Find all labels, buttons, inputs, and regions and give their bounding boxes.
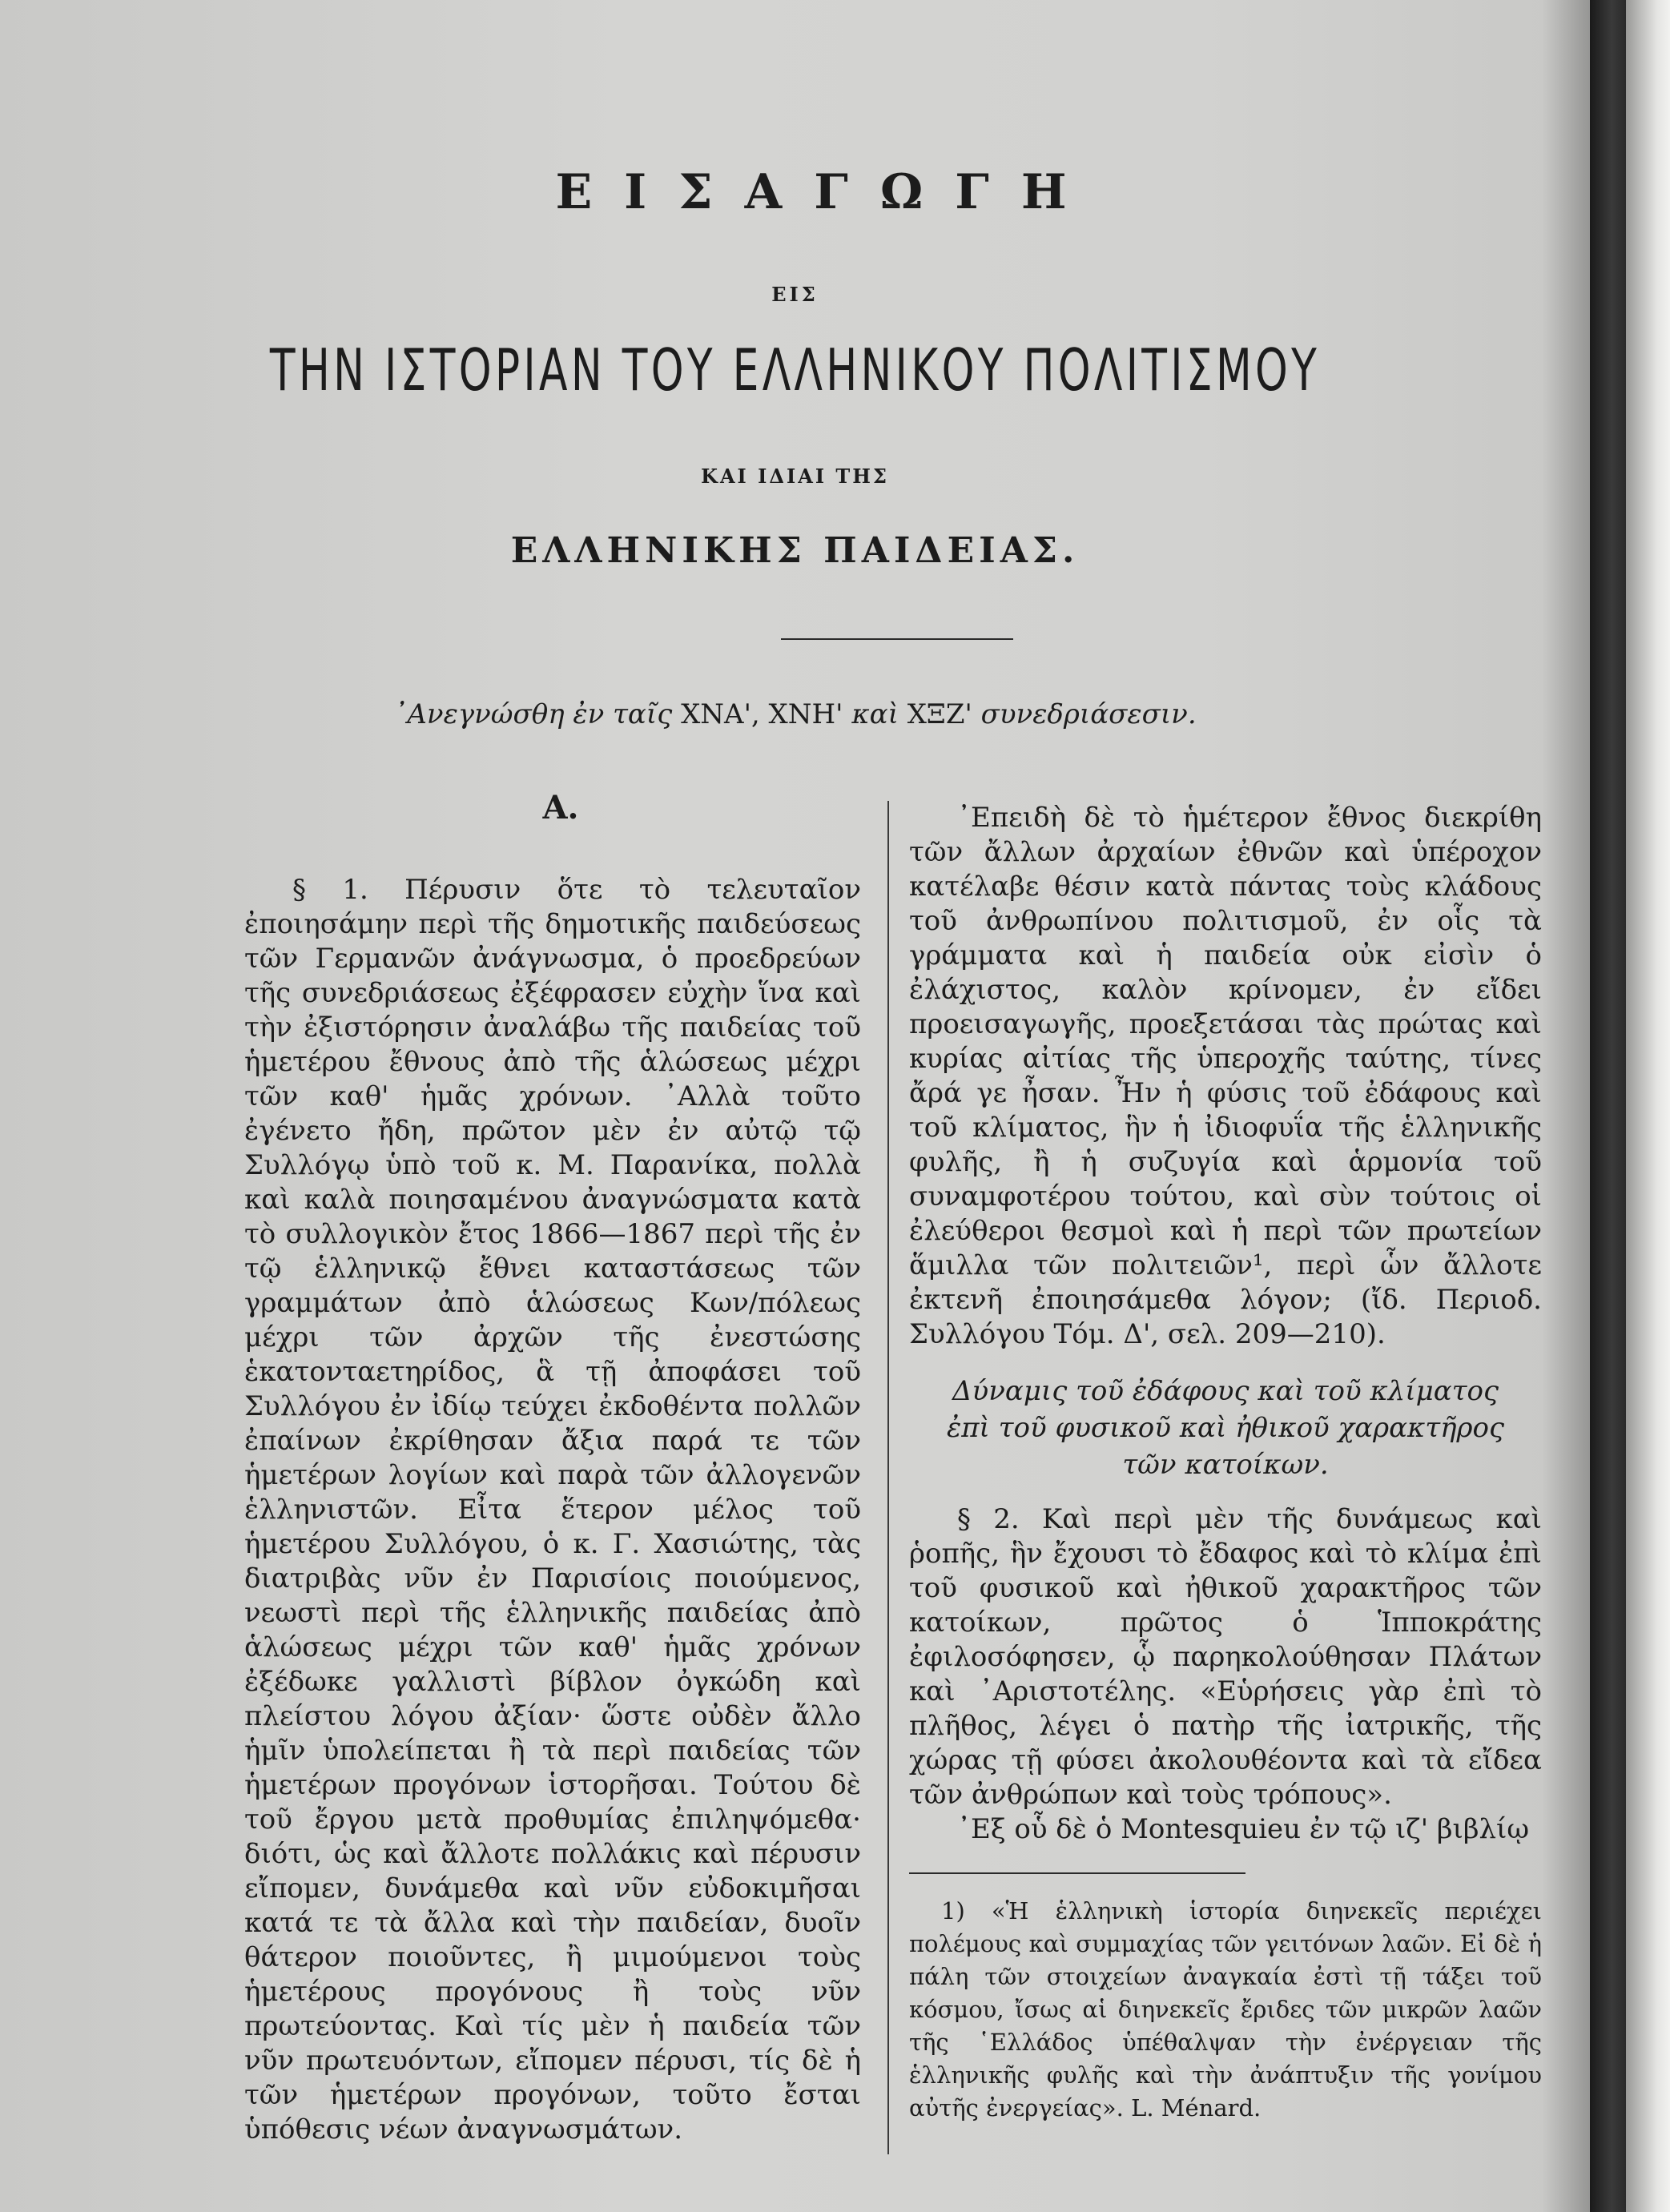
book-spine xyxy=(1590,0,1626,2212)
paragraph-2: § 2. Καὶ περὶ μὲν τῆς δυνάμεως καὶ ῥοπῆς, ἣν ἔχουσι τὸ ἔδαφος καὶ τὸ κλίμα ἐπὶ τοῦ φυσικοῦ καὶ ἠθικοῦ χαρακτῆρος τῶν κατοίκων, πρῶτος ὁ Ἱπποκράτης ἐφιλοσόφησεν, ᾧ παρηκολούθησαν Πλάτων καὶ ᾿Αριστοτέλης. «Εὑρήσεις γὰρ ἐπὶ τὸ πλῆθος, λέγει ὁ πατὴρ τῆς ἰατρικῆς, τῆς χώρας τῇ φύσει ἀκολουθέοντα καὶ τὰ εἴδεα τῶν ἀνθρώπων καὶ τοὺς τρόπους». xyxy=(909,1503,1542,1811)
read-note-pre: ᾿Ανεγνώσθη ἐν ταῖς xyxy=(393,698,673,730)
read-note-roman2: ΧΞΖ' xyxy=(907,698,972,730)
page-edge xyxy=(1626,0,1670,2212)
subheading: Δύναμις τοῦ ἐδάφους καὶ τοῦ κλίματος ἐπὶ τοῦ φυσικοῦ καὶ ἠθικοῦ χαρακτῆρος τῶν κατοίκων. xyxy=(946,1375,1505,1481)
left-column xyxy=(244,873,861,2147)
read-note-roman: ΧΝΑ', ΧΝΗ' xyxy=(681,698,843,730)
read-note-post: συνεδριάσεσιν. xyxy=(980,698,1197,730)
heading-kai-idiai: ΚΑΙ ΙΔΙΑΙ ΤΗΣ xyxy=(701,465,889,488)
gutter-shadow xyxy=(1542,0,1590,2212)
footnote xyxy=(909,1895,1542,2125)
right-column xyxy=(909,801,1542,2125)
paragraph-right-1: ᾿Επειδὴ δὲ τὸ ἡμέτερον ἔθνος διεκρίθη τῶν ἄλλων ἀρχαίων ἐθνῶν καὶ ὑπέροχον κατέλαβε θέσιν κατὰ πάντας τοὺς κλάδους τοῦ ἀνθρωπίνου πολιτισμοῦ, ἐν οἷς τὰ γράμματα καὶ ἡ παιδεία οὐκ εἰσὶν ὁ ἐλάχιστος, καλὸν κρίνομεν, ἐν εἴδει προεισαγωγῆς, προεξετάσαι τὰς πρώτας καὶ κυρίας αἰτίας τῆς ὑπεροχῆς ταύτης, τίνες ἄρά γε ἦσαν. Ἦν ἡ φύσις τοῦ ἐδάφους καὶ τοῦ κλίματος, ἣν ἡ ἰδιοφυΐα τῆς ἑλληνικῆς φυλῆς, ἢ ἡ συζυγία καὶ ἁρμονία τοῦ συναμφοτέρου τούτου, καὶ σὺν τούτοις οἱ ἐλεύθεροι θεσμοὶ καὶ ἡ περὶ τῶν πρωτείων ἅμιλλα τῶν πολιτειῶν¹, περὶ ὧν ἄλλοτε ἐκτενῆ ἐποιησάμεθα λόγον; (ἴδ. Περιοδ. Συλλόγου Τόμ. Δ', σελ. 209—210). xyxy=(909,802,1542,1350)
paragraph-1: § 1. Πέρυσιν ὅτε τὸ τελευταῖον ἐποιησάμην περὶ τῆς δημοτικῆς παιδεύσεως τῶν Γερμανῶν ἀνάγνωσμα, ὁ προεδρεύων τῆς συνεδριάσεως ἐξέφρασεν εὐχὴν ἵνα καὶ τὴν ἐξιστόρησιν ἀναλάβω τῆς παιδείας τοῦ ἡμετέρου ἔθνους ἀπὸ τῆς ἁλώσεως μέχρι τῶν καθ' ἡμᾶς χρόνων. ᾿Αλλὰ τοῦτο ἐγένετο ἤδη, πρῶτον μὲν ἐν αὐτῷ τῷ Συλλόγῳ ὑπὸ τοῦ κ. Μ. Παρανίκα, πολλὰ καὶ καλὰ ποιησαμένου ἀναγνώσματα κατὰ τὸ συλλογικὸν ἔτος 1866—1867 περὶ τῆς ἐν τῷ ἑλληνικῷ ἔθνει καταστάσεως τῶν γραμμάτων ἀπὸ ἁλώσεως Κων/πόλεως μέχρι τῶν ἀρχῶν τῆς ἐνεστώσης ἑκατονταετηρίδος, ἃ τῇ ἀποφάσει τοῦ Συλλόγου ἐν ἰδίῳ τεύχει ἐκδοθέντα πολλῶν ἐπαίνων ἐκρίθησαν ἄξια παρά τε τῶν ἡμετέρων λογίων καὶ παρὰ τῶν ἀλλογενῶν ἑλληνιστῶν. Εἶτα ἕτερον μέλος τοῦ ἡμετέρου Συλλόγου, ὁ κ. Γ. Χασιώτης, τὰς διατριβὰς νῦν ἐν Παρισίοις ποιούμενος, νεωστὶ περὶ τῆς ἑλληνικῆς παιδείας ἀπὸ ἁλώσεως μέχρι τῶν καθ' ἡμᾶς χρόνων ἐξέδωκε γαλλιστὶ βίβλον ὀγκώδη καὶ πλείστου λόγου ἀξίαν· ὥστε οὐδὲν ἄλλο ἡμῖν ὑπολείπεται ἢ τὰ περὶ παιδείας τῶν ἡμετέρων προγόνων ἱστορῆσαι. Τούτου δὲ τοῦ ἔργου μετὰ προθυμίας ἐπιληψόμεθα· διότι, ὡς καὶ ἄλλοτε πολλάκις καὶ πέρυσιν εἴπομεν, δυνάμεθα καὶ νῦν εὐδοκιμῆσαι κατά τε τὰ ἄλλα καὶ τὴν παιδείαν, δυοῖν θάτερον ποιοῦντες, ἢ μιμούμενοι τοὺς ἡμετέρους προγόνους ἢ τοὺς νῦν πρωτεύοντας. Καὶ τίς μὲν ἡ παιδεία τῶν νῦν πρωτευόντων, εἴπομεν πέρυσι, τίς δὲ ἡ τῶν ἡμετέρων προγόνων, τοῦτο ἔσται ὑπόθεσις νέων ἀναγνωσμάτων. xyxy=(244,874,861,2146)
paragraph-3: ᾿Εξ οὗ δὲ ὁ Montesquieu ἐν τῷ ιζ' βιβλίῳ xyxy=(957,1813,1530,1845)
footnote-text: 1) «Ἡ ἑλληνικὴ ἱστορία διηνεκεῖς περιέχει πολέμους καὶ συμμαχίας τῶν γειτόνων λαῶν. Εἰ δὲ ἡ πάλη τῶν στοιχείων ἀναγκαία ἐστὶ τῇ τάξει τοῦ κόσμου, ἴσως αἱ διηνεκεῖς ἔριδες τῶν μικρῶν λαῶν τῆς ῾Ελλάδος ὑπέθαλψαν τὴν ἐνέργειαν τῆς ἑλληνικῆς φυλῆς καὶ τὴν ἀνάπτυξιν τῆς γονίμου αὐτῆς ἐνεργείας». L. Ménard. xyxy=(909,1897,1542,2122)
subtitle: ΕΛΛΗΝΙΚΗΣ ΠΑΙΔΕΙΑΣ. xyxy=(510,530,1080,571)
heading-divider xyxy=(781,638,1013,640)
heading-eisagogi: ΕΙΣΑΓΩΓΗ xyxy=(555,164,1099,220)
section-letter: Α. xyxy=(542,789,579,826)
read-note xyxy=(0,698,1590,730)
column-divider xyxy=(887,801,889,2154)
main-title: ΤΗΝ ΙΣΤΟΡΙΑΝ ΤΟΥ ΕΛΛΗΝΙΚΟΥ ΠΟΛΙΤΙΣΜΟΥ xyxy=(269,336,1321,404)
read-note-and: καὶ xyxy=(851,698,899,730)
footnote-divider xyxy=(909,1872,1245,1874)
heading-eis: ΕΙΣ xyxy=(771,283,819,306)
